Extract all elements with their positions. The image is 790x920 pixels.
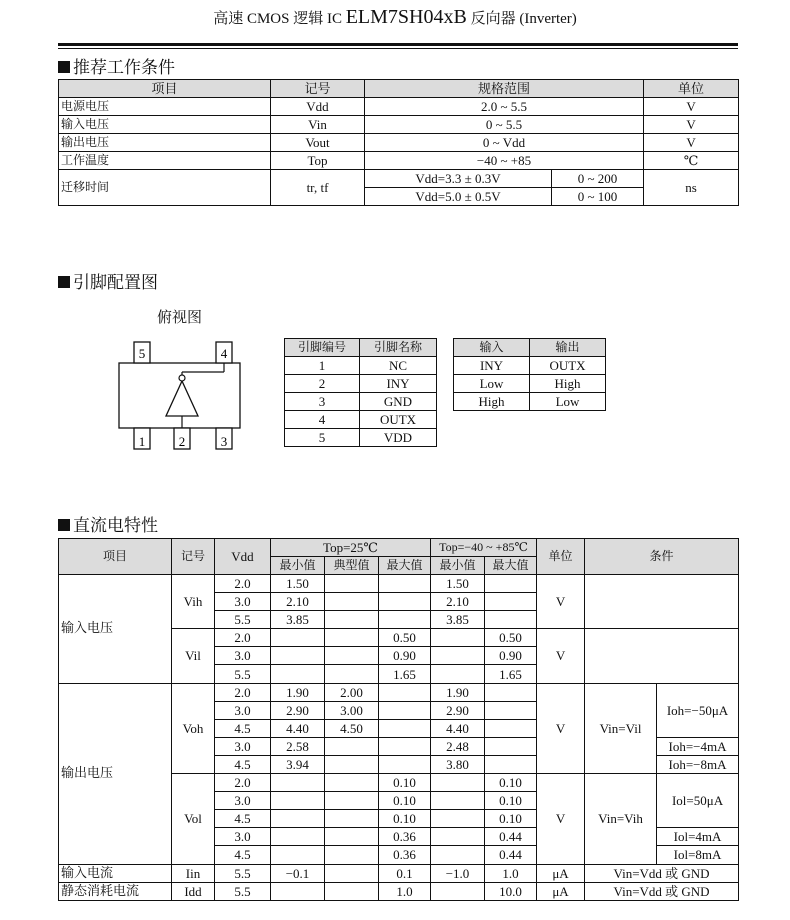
table-cell: 工作温度 [59, 152, 271, 170]
empty-cell [325, 611, 379, 629]
empty-cell [271, 882, 325, 900]
table-cell: 输入电流 [59, 864, 172, 882]
table-row [285, 357, 437, 375]
header-typ: 典型值 [325, 557, 379, 575]
empty-cell [325, 846, 379, 864]
empty-cell [271, 810, 325, 828]
header-input: 输入 [454, 339, 530, 357]
table-cell: 输出电压 [59, 683, 172, 864]
table-cell: 0.90 [379, 647, 431, 665]
square-bullet-icon [58, 519, 70, 531]
table-cell: 3.80 [431, 755, 485, 773]
section-heading-pin-config: 引脚配置图 [58, 268, 158, 293]
empty-cell [585, 575, 739, 629]
table-cell: Vin=Vil [585, 683, 657, 773]
table-cell: ℃ [644, 152, 739, 170]
table-cell: 输入电压 [59, 575, 172, 684]
table-row [59, 116, 739, 134]
table-cell: 3.0 [215, 737, 271, 755]
table-cell: 2.0 [215, 683, 271, 701]
table-cell: Vil [172, 629, 215, 683]
header-vdd: Vdd [215, 539, 271, 575]
empty-cell [379, 611, 431, 629]
table-cell: Idd [172, 882, 215, 900]
empty-cell [325, 774, 379, 792]
empty-cell [325, 864, 379, 882]
header-symbol: 记号 [172, 539, 215, 575]
table-cell: 2.0 ~ 5.5 [365, 98, 644, 116]
table-cell: μA [537, 864, 585, 882]
table-cell: 3.85 [431, 611, 485, 629]
header-output: 输出 [530, 339, 606, 357]
table-row [285, 393, 437, 411]
empty-cell [325, 629, 379, 647]
table-cell: μA [537, 882, 585, 900]
header-rule [58, 43, 738, 46]
table-cell: Vih [172, 575, 215, 629]
table-row [59, 170, 739, 188]
header-pin-name: 引脚名称 [360, 339, 437, 357]
table-cell: 1.0 [379, 882, 431, 900]
empty-cell [431, 792, 485, 810]
empty-cell [325, 882, 379, 900]
empty-cell [325, 737, 379, 755]
table-cell: 0.36 [379, 828, 431, 846]
table-cell: Iol=8mA [657, 846, 739, 864]
empty-cell [431, 647, 485, 665]
table-cell: 1 [285, 357, 360, 375]
title-suffix: 反向器 (Inverter) [466, 11, 577, 27]
table-cell: 输入电压 [59, 116, 271, 134]
table-cell: 2.0 [215, 629, 271, 647]
pin-assignment-table [284, 338, 437, 447]
table-row [285, 411, 437, 429]
table-cell: 0.44 [485, 846, 537, 864]
table-cell: Low [454, 375, 530, 393]
table-cell: 0 ~ 100 [552, 188, 644, 206]
page-title [0, 6, 790, 29]
table-cell: INY [360, 375, 437, 393]
table-cell: 0 ~ Vdd [365, 134, 644, 152]
empty-cell [325, 828, 379, 846]
table-cell: OUTX [360, 411, 437, 429]
table-cell: V [537, 575, 585, 629]
table-cell: 3.0 [215, 792, 271, 810]
header-item: 项目 [59, 539, 172, 575]
section-heading-recommended: 推荐工作条件 [58, 53, 175, 78]
table-cell: Vdd=5.0 ± 0.5V [365, 188, 552, 206]
table-cell: 5.5 [215, 882, 271, 900]
table-cell: 0.1 [379, 864, 431, 882]
empty-cell [325, 575, 379, 593]
table-cell: Ioh=−50μA [657, 683, 739, 737]
table-cell: V [644, 116, 739, 134]
empty-cell [485, 611, 537, 629]
top-view-label: 俯视图 [157, 308, 203, 326]
table-cell: Vin=Vdd 或 GND [585, 864, 739, 882]
table-cell: 0.10 [485, 774, 537, 792]
table-cell: Vin [271, 116, 365, 134]
table-cell: 4.40 [431, 719, 485, 737]
table-cell: 静态消耗电流 [59, 882, 172, 900]
empty-cell [431, 774, 485, 792]
header-symbol: 记号 [271, 80, 365, 98]
empty-cell [585, 629, 739, 683]
table-cell: 2.90 [431, 701, 485, 719]
table-cell: 1.65 [379, 665, 431, 683]
table-cell: NC [360, 357, 437, 375]
table-cell: 1.0 [485, 864, 537, 882]
table-cell: 3.00 [325, 701, 379, 719]
table-cell: Top [271, 152, 365, 170]
table-cell: 1.90 [271, 683, 325, 701]
empty-cell [379, 719, 431, 737]
table-row [285, 375, 437, 393]
pin-2-number: 2 [178, 434, 186, 449]
empty-cell [431, 882, 485, 900]
table-cell: 2.0 [215, 774, 271, 792]
table-cell: Vol [172, 774, 215, 864]
table-cell: 4.5 [215, 719, 271, 737]
table-cell: 3.0 [215, 828, 271, 846]
empty-cell [485, 701, 537, 719]
table-cell: 2.10 [431, 593, 485, 611]
table-cell: 迁移时间 [59, 170, 271, 206]
pin-1-number: 1 [138, 434, 146, 449]
table-row [454, 357, 606, 375]
table-cell: 0.36 [379, 846, 431, 864]
table-row [285, 429, 437, 447]
table-cell: 0.10 [485, 792, 537, 810]
table-cell: 输出电压 [59, 134, 271, 152]
table-cell: 4.5 [215, 810, 271, 828]
table-cell: 5.5 [215, 611, 271, 629]
pin-3-number: 3 [220, 434, 228, 449]
table-cell: 1.65 [485, 665, 537, 683]
table-cell: 3.85 [271, 611, 325, 629]
empty-cell [431, 846, 485, 864]
empty-cell [325, 810, 379, 828]
table-cell: V [537, 629, 585, 683]
square-bullet-icon [58, 61, 70, 73]
table-cell: 4.5 [215, 846, 271, 864]
table-row [59, 683, 739, 701]
table-cell: 0.10 [485, 810, 537, 828]
empty-cell [325, 593, 379, 611]
table-cell: 4.5 [215, 755, 271, 773]
table-cell: 0.10 [379, 774, 431, 792]
empty-cell [431, 828, 485, 846]
empty-cell [485, 575, 537, 593]
table-cell: 0 ~ 5.5 [365, 116, 644, 134]
table-cell: 0.10 [379, 792, 431, 810]
empty-cell [325, 647, 379, 665]
table-cell: Vdd=3.3 ± 0.3V [365, 170, 552, 188]
square-bullet-icon [58, 276, 70, 288]
table-cell: 1.50 [431, 575, 485, 593]
empty-cell [379, 755, 431, 773]
table-cell: OUTX [530, 357, 606, 375]
table-row [59, 134, 739, 152]
table-cell: 0.50 [379, 629, 431, 647]
empty-cell [431, 629, 485, 647]
table-cell: 0.90 [485, 647, 537, 665]
table-cell: −0.1 [271, 864, 325, 882]
header-range-max: 最大值 [485, 557, 537, 575]
empty-cell [271, 828, 325, 846]
empty-cell [325, 755, 379, 773]
table-cell: Vout [271, 134, 365, 152]
table-cell: 0.44 [485, 828, 537, 846]
header-conditions: 条件 [585, 539, 739, 575]
table-cell: V [644, 98, 739, 116]
table-row [454, 375, 606, 393]
table-cell: Low [530, 393, 606, 411]
table-row [59, 575, 739, 593]
empty-cell [271, 774, 325, 792]
table-cell: 10.0 [485, 882, 537, 900]
table-cell: tr, tf [271, 170, 365, 206]
table-cell: 2.10 [271, 593, 325, 611]
empty-cell [379, 701, 431, 719]
table-cell: 3.0 [215, 701, 271, 719]
empty-cell [485, 737, 537, 755]
header-range-min: 最小值 [431, 557, 485, 575]
title-part-number: ELM7SH04xB [345, 6, 467, 28]
header-min: 最小值 [271, 557, 325, 575]
table-cell: Iol=50μA [657, 774, 739, 828]
empty-cell [485, 683, 537, 701]
table-cell: GND [360, 393, 437, 411]
table-cell: −1.0 [431, 864, 485, 882]
empty-cell [379, 737, 431, 755]
title-prefix: 高速 CMOS 逻辑 IC [213, 11, 346, 27]
table-cell: 2.90 [271, 701, 325, 719]
empty-cell [325, 665, 379, 683]
table-cell: 0.10 [379, 810, 431, 828]
empty-cell [271, 846, 325, 864]
table-cell: Iol=4mA [657, 828, 739, 846]
table-cell: V [537, 774, 585, 864]
table-cell: 3.0 [215, 647, 271, 665]
table-cell: 0.50 [485, 629, 537, 647]
table-cell: Vin=Vdd 或 GND [585, 882, 739, 900]
table-cell: 5 [285, 429, 360, 447]
table-cell: 3.0 [215, 593, 271, 611]
pin-4-number: 4 [220, 346, 228, 361]
table-cell: 3.94 [271, 755, 325, 773]
dc-characteristics-table [58, 538, 739, 901]
table-cell: High [530, 375, 606, 393]
table-cell: 1.50 [271, 575, 325, 593]
empty-cell [325, 792, 379, 810]
header-item: 项目 [59, 80, 271, 98]
table-cell: 4 [285, 411, 360, 429]
empty-cell [271, 629, 325, 647]
table-cell: High [454, 393, 530, 411]
table-cell: 2.0 [215, 575, 271, 593]
table-cell: 1.90 [431, 683, 485, 701]
table-cell: VDD [360, 429, 437, 447]
empty-cell [379, 593, 431, 611]
table-cell: Ioh=−4mA [657, 737, 739, 755]
table-cell: 4.40 [271, 719, 325, 737]
recommended-conditions-table [58, 79, 739, 206]
table-cell: Vin=Vih [585, 774, 657, 864]
empty-cell [271, 665, 325, 683]
table-cell: ns [644, 170, 739, 206]
table-cell: V [537, 683, 585, 773]
table-row [454, 393, 606, 411]
empty-cell [271, 647, 325, 665]
header-range: 规格范围 [365, 80, 644, 98]
table-cell: Ioh=−8mA [657, 755, 739, 773]
table-row [59, 864, 739, 882]
empty-cell [485, 719, 537, 737]
empty-cell [485, 593, 537, 611]
table-cell: 电源电压 [59, 98, 271, 116]
table-cell: V [644, 134, 739, 152]
empty-cell [431, 810, 485, 828]
empty-cell [485, 755, 537, 773]
table-cell: 2.00 [325, 683, 379, 701]
header-pin-number: 引脚编号 [285, 339, 360, 357]
table-cell: 5.5 [215, 864, 271, 882]
table-row [59, 98, 739, 116]
header-max: 最大值 [379, 557, 431, 575]
table-cell: 4.50 [325, 719, 379, 737]
empty-cell [379, 575, 431, 593]
header-top-25c: Top=25℃ [271, 539, 431, 557]
table-cell: Iin [172, 864, 215, 882]
empty-cell [431, 665, 485, 683]
section-heading-dc-characteristics: 直流电特性 [58, 511, 158, 536]
header-top-range: Top=−40 ~ +85℃ [431, 539, 537, 557]
table-cell: −40 ~ +85 [365, 152, 644, 170]
table-cell: Voh [172, 683, 215, 773]
table-cell: 2 [285, 375, 360, 393]
table-row [59, 882, 739, 900]
pin-5-number: 5 [138, 346, 146, 361]
empty-cell [271, 792, 325, 810]
header-rule-thin [58, 48, 738, 49]
table-cell: 0 ~ 200 [552, 170, 644, 188]
table-cell: Vdd [271, 98, 365, 116]
table-cell: INY [454, 357, 530, 375]
header-unit: 单位 [644, 80, 739, 98]
table-cell: 2.58 [271, 737, 325, 755]
header-unit: 单位 [537, 539, 585, 575]
truth-table [453, 338, 606, 411]
table-cell: 3 [285, 393, 360, 411]
table-cell: 5.5 [215, 665, 271, 683]
package-diagram [100, 334, 260, 458]
table-cell: 2.48 [431, 737, 485, 755]
table-row [59, 152, 739, 170]
empty-cell [379, 683, 431, 701]
